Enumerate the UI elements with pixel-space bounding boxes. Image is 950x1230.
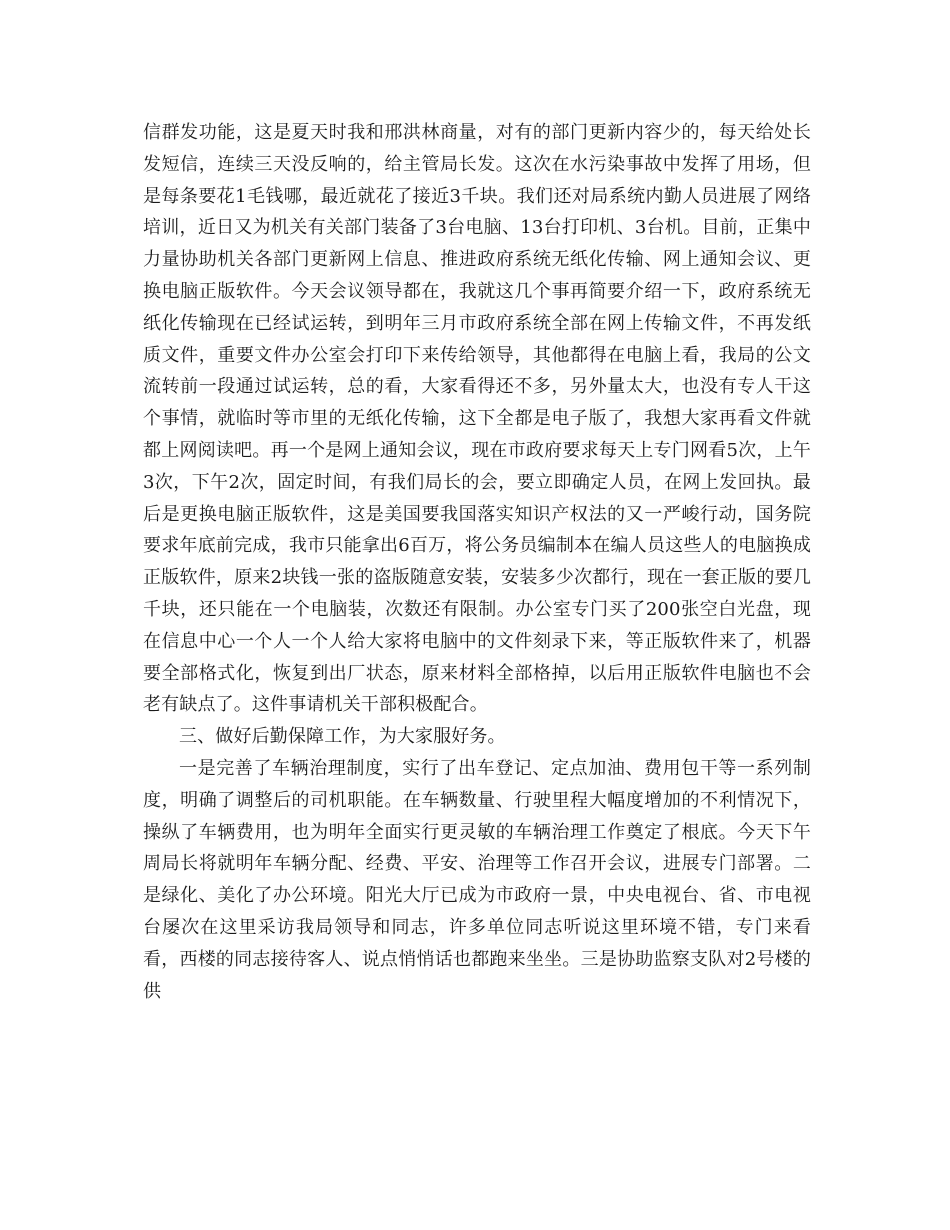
- paragraph-continuation: 信群发功能，这是夏天时我和邢洪林商量，对有的部门更新内容少的，每天给处长发短信，连续三天没反响的，给主管局长发。这次在水污染事故中发挥了用场，但是每条要花1毛钱哪，最近就花了接近3千块。我们还对局系统内勤人员进展了网络培训，近日又为机关有关部门装备了3台电脑、13台打印机、3台机。目前，正集中力量协助机关各部门更新网上信息、推进政府系统无纸化传输、网上通知会议、更换电脑正版软件。今天会议领导都在，我就这几个事再简要介绍一下，政府系统无纸化传输现在已经试运转，到明年三月市政府系统全部在网上传输文件，不再发纸质文件，重要文件办公室会打印下来传给领导，其他都得在电脑上看，我局的公文流转前一段通过试运转，总的看，大家看得还不多，另外量太大，也没有专人干这个事情，就临时等市里的无纸化传输，这下全都是电子版了，我想大家再看文件就都上网阅读吧。再一个是网上通知会议，现在市政府要求每天上专门网看5次，上午3次，下午2次，固定时间，有我们局长的会，要立即确定人员，在网上发回执。最后是更换电脑正版软件，这是美国要我国落实知识产权法的又一严峻行动，国务院要求年底前完成，我市只能拿出6百万，将公务员编制本在编人员这些人的电脑换成正版软件，原来2块钱一张的盗版随意安装，安装多少次都行，现在一套正版的要几千块，还只能在一个电脑装，次数还有限制。办公室专门买了200张空白光盘，现在信息中心一个人一个人给大家将电脑中的文件刻录下来，等正版软件来了，机器要全部格式化，恢复到出厂状态，原来材料全部格掉，以后用正版软件电脑也不会老有缺点了。这件事请机关干部积极配合。: [143, 122, 811, 716]
- paragraph-logistics: 一是完善了车辆治理制度，实行了出车登记、定点加油、费用包干等一系列制度，明确了调整后的司机职能。在车辆数量、行驶里程大幅度增加的不利情况下，操纵了车辆费用，也为明年全面实行更灵敏的车辆治理工作奠定了根底。今天下午周局长将就明年车辆分配、经费、平安、治理等工作召开会议，进展专门部署。二是绿化、美化了办公环境。阳光大厅已成为市政府一景，中央电视台、省、市电视台屡次在这里采访我局领导和同志，许多单位同志听说这里环境不错，专门来看看，西楼的同志接待客人、说点悄悄话也都跑来坐坐。三是协助监察支队对2号楼的供: [143, 757, 811, 1002]
- document-body: [143, 117, 811, 1007]
- section-heading-three: 三、做好后勤保障工作，为大家服好务。: [179, 726, 506, 748]
